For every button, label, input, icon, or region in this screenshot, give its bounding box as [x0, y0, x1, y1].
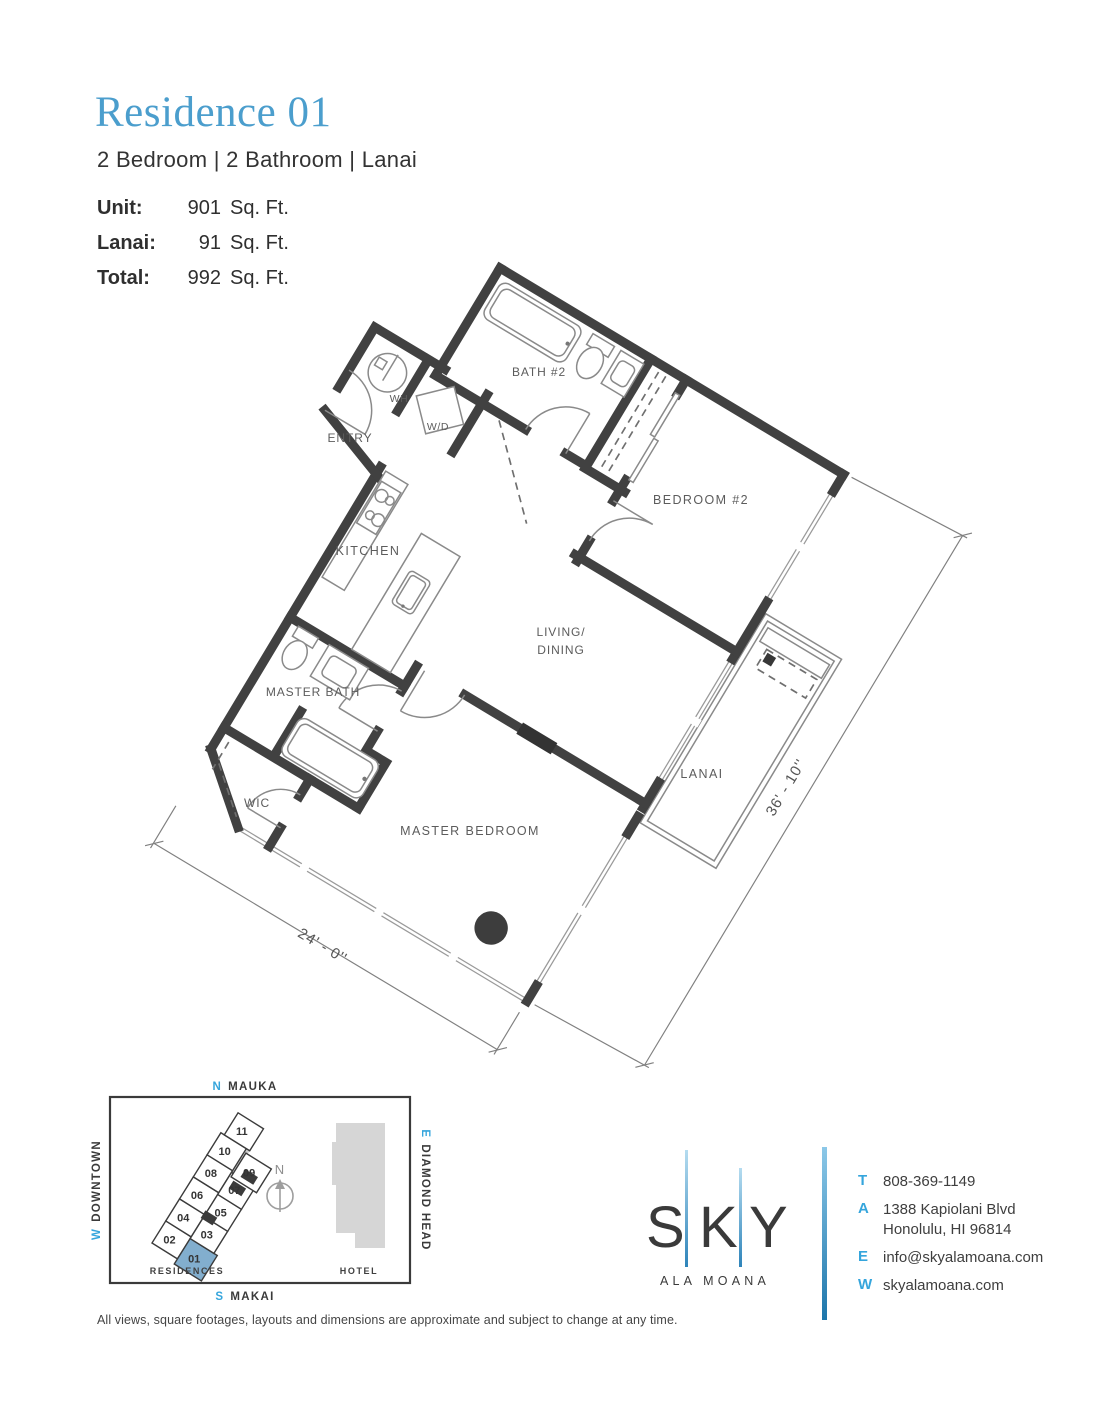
phone-prefix: T — [858, 1172, 868, 1189]
email-prefix: E — [858, 1248, 869, 1265]
dir-label: DIAMOND HEAD — [419, 1144, 431, 1251]
logo-letter-s: S — [646, 1195, 685, 1260]
unit-num: 11 — [235, 1126, 248, 1139]
dir-label: DOWNTOWN — [91, 1140, 103, 1222]
floor-plan — [85, 215, 972, 1128]
contact-block — [858, 1172, 1093, 1304]
unit-num: 04 — [177, 1212, 190, 1225]
key-plan — [91, 1081, 431, 1303]
dir-label: MAUKA — [228, 1081, 278, 1093]
stat-label: Unit: — [97, 197, 143, 219]
unit-num: 02 — [163, 1234, 176, 1247]
room-label-lanai: LANAI — [680, 767, 724, 781]
website-url: skyalamoana.com — [883, 1277, 1004, 1294]
room-label-bath2: BATH #2 — [511, 365, 567, 379]
address-line1: 1388 Kapiolani Blvd — [883, 1201, 1016, 1218]
lanai-bench — [760, 628, 830, 679]
fixtures — [135, 243, 795, 968]
room-label-living: LIVING/ — [536, 625, 586, 639]
stat-suffix: Sq. Ft. — [230, 267, 289, 289]
dir-letter: E — [419, 1129, 431, 1139]
footer-divider-bar — [822, 1147, 827, 1320]
dir-letter: N — [212, 1081, 223, 1093]
room-label-bedroom2: BEDROOM #2 — [653, 493, 749, 507]
dim-bottom: 24' - 0'' — [294, 924, 350, 968]
logo-bar-icon — [685, 1150, 688, 1267]
stat-label: Total: — [97, 267, 150, 289]
contact-website — [858, 1276, 1093, 1296]
dir-diamondhead — [419, 1129, 431, 1250]
unit-num: 07 — [228, 1185, 241, 1198]
room-label-masterbath: MASTER BATH — [265, 685, 361, 699]
hotel-block — [332, 1123, 385, 1248]
logo-subtitle: ALA MOANA — [659, 1274, 771, 1288]
disclaimer-text: All views, square footages, layouts and dimensions are approximate and subject to change at any time. — [97, 1313, 678, 1327]
phone-number: 808-369-1149 — [883, 1173, 976, 1190]
dir-letter: W — [91, 1227, 103, 1240]
unit-num: 05 — [214, 1207, 227, 1220]
stat-value: 901 — [187, 197, 221, 219]
page-title: Residence 01 — [95, 89, 332, 136]
dir-label: MAKAI — [230, 1291, 275, 1303]
lanai-post — [762, 653, 776, 667]
dir-mauka — [213, 1081, 278, 1093]
contact-email — [858, 1248, 1093, 1268]
page-subtitle: 2 Bedroom | 2 Bathroom | Lanai — [97, 147, 418, 172]
logo-letter-k: K — [699, 1195, 738, 1260]
unit-num: 06 — [190, 1190, 204, 1203]
bath2-tub — [481, 280, 584, 365]
email-address: info@skyalamoana.com — [883, 1249, 1044, 1266]
dir-makai — [215, 1291, 274, 1303]
address-prefix: A — [858, 1200, 869, 1217]
wall-stub — [516, 723, 557, 755]
logo-letter-y: Y — [749, 1195, 788, 1260]
unit-num: 01 — [188, 1253, 201, 1266]
room-label-wh: WH — [389, 393, 409, 405]
hotel-label: HOTEL — [339, 1266, 379, 1276]
room-label-wic: WIC — [243, 796, 271, 810]
address-line2: Honolulu, HI 96814 — [883, 1221, 1012, 1238]
dir-letter: S — [215, 1291, 225, 1303]
walls — [118, 228, 844, 1001]
room-label-entry: ENTRY — [327, 431, 373, 445]
dim-right: 36' - 10'' — [762, 756, 810, 820]
contact-phone — [858, 1172, 1093, 1192]
residences-label: RESIDENCES — [149, 1266, 225, 1276]
logo-bar-icon — [739, 1168, 742, 1267]
website-prefix: W — [858, 1276, 873, 1293]
unit-num: 09 — [242, 1167, 256, 1180]
room-label-wd: W/D — [426, 421, 450, 433]
column — [468, 905, 514, 951]
room-label-masterbedroom: MASTER BEDROOM — [400, 824, 540, 838]
compass-n: N — [274, 1162, 286, 1177]
stat-suffix: Sq. Ft. — [230, 197, 289, 219]
stat-label: Lanai: — [97, 232, 156, 254]
unit-num: 08 — [204, 1168, 217, 1181]
room-label-dining: DINING — [537, 643, 585, 657]
stat-value: 91 — [198, 232, 221, 254]
unit-num: 03 — [200, 1229, 213, 1242]
stat-suffix: Sq. Ft. — [230, 232, 289, 254]
room-label-kitchen: KITCHEN — [335, 544, 401, 558]
contact-address — [858, 1200, 1093, 1240]
unit-num: 10 — [218, 1146, 231, 1159]
dir-downtown — [91, 1140, 103, 1240]
stat-value: 992 — [187, 267, 221, 289]
